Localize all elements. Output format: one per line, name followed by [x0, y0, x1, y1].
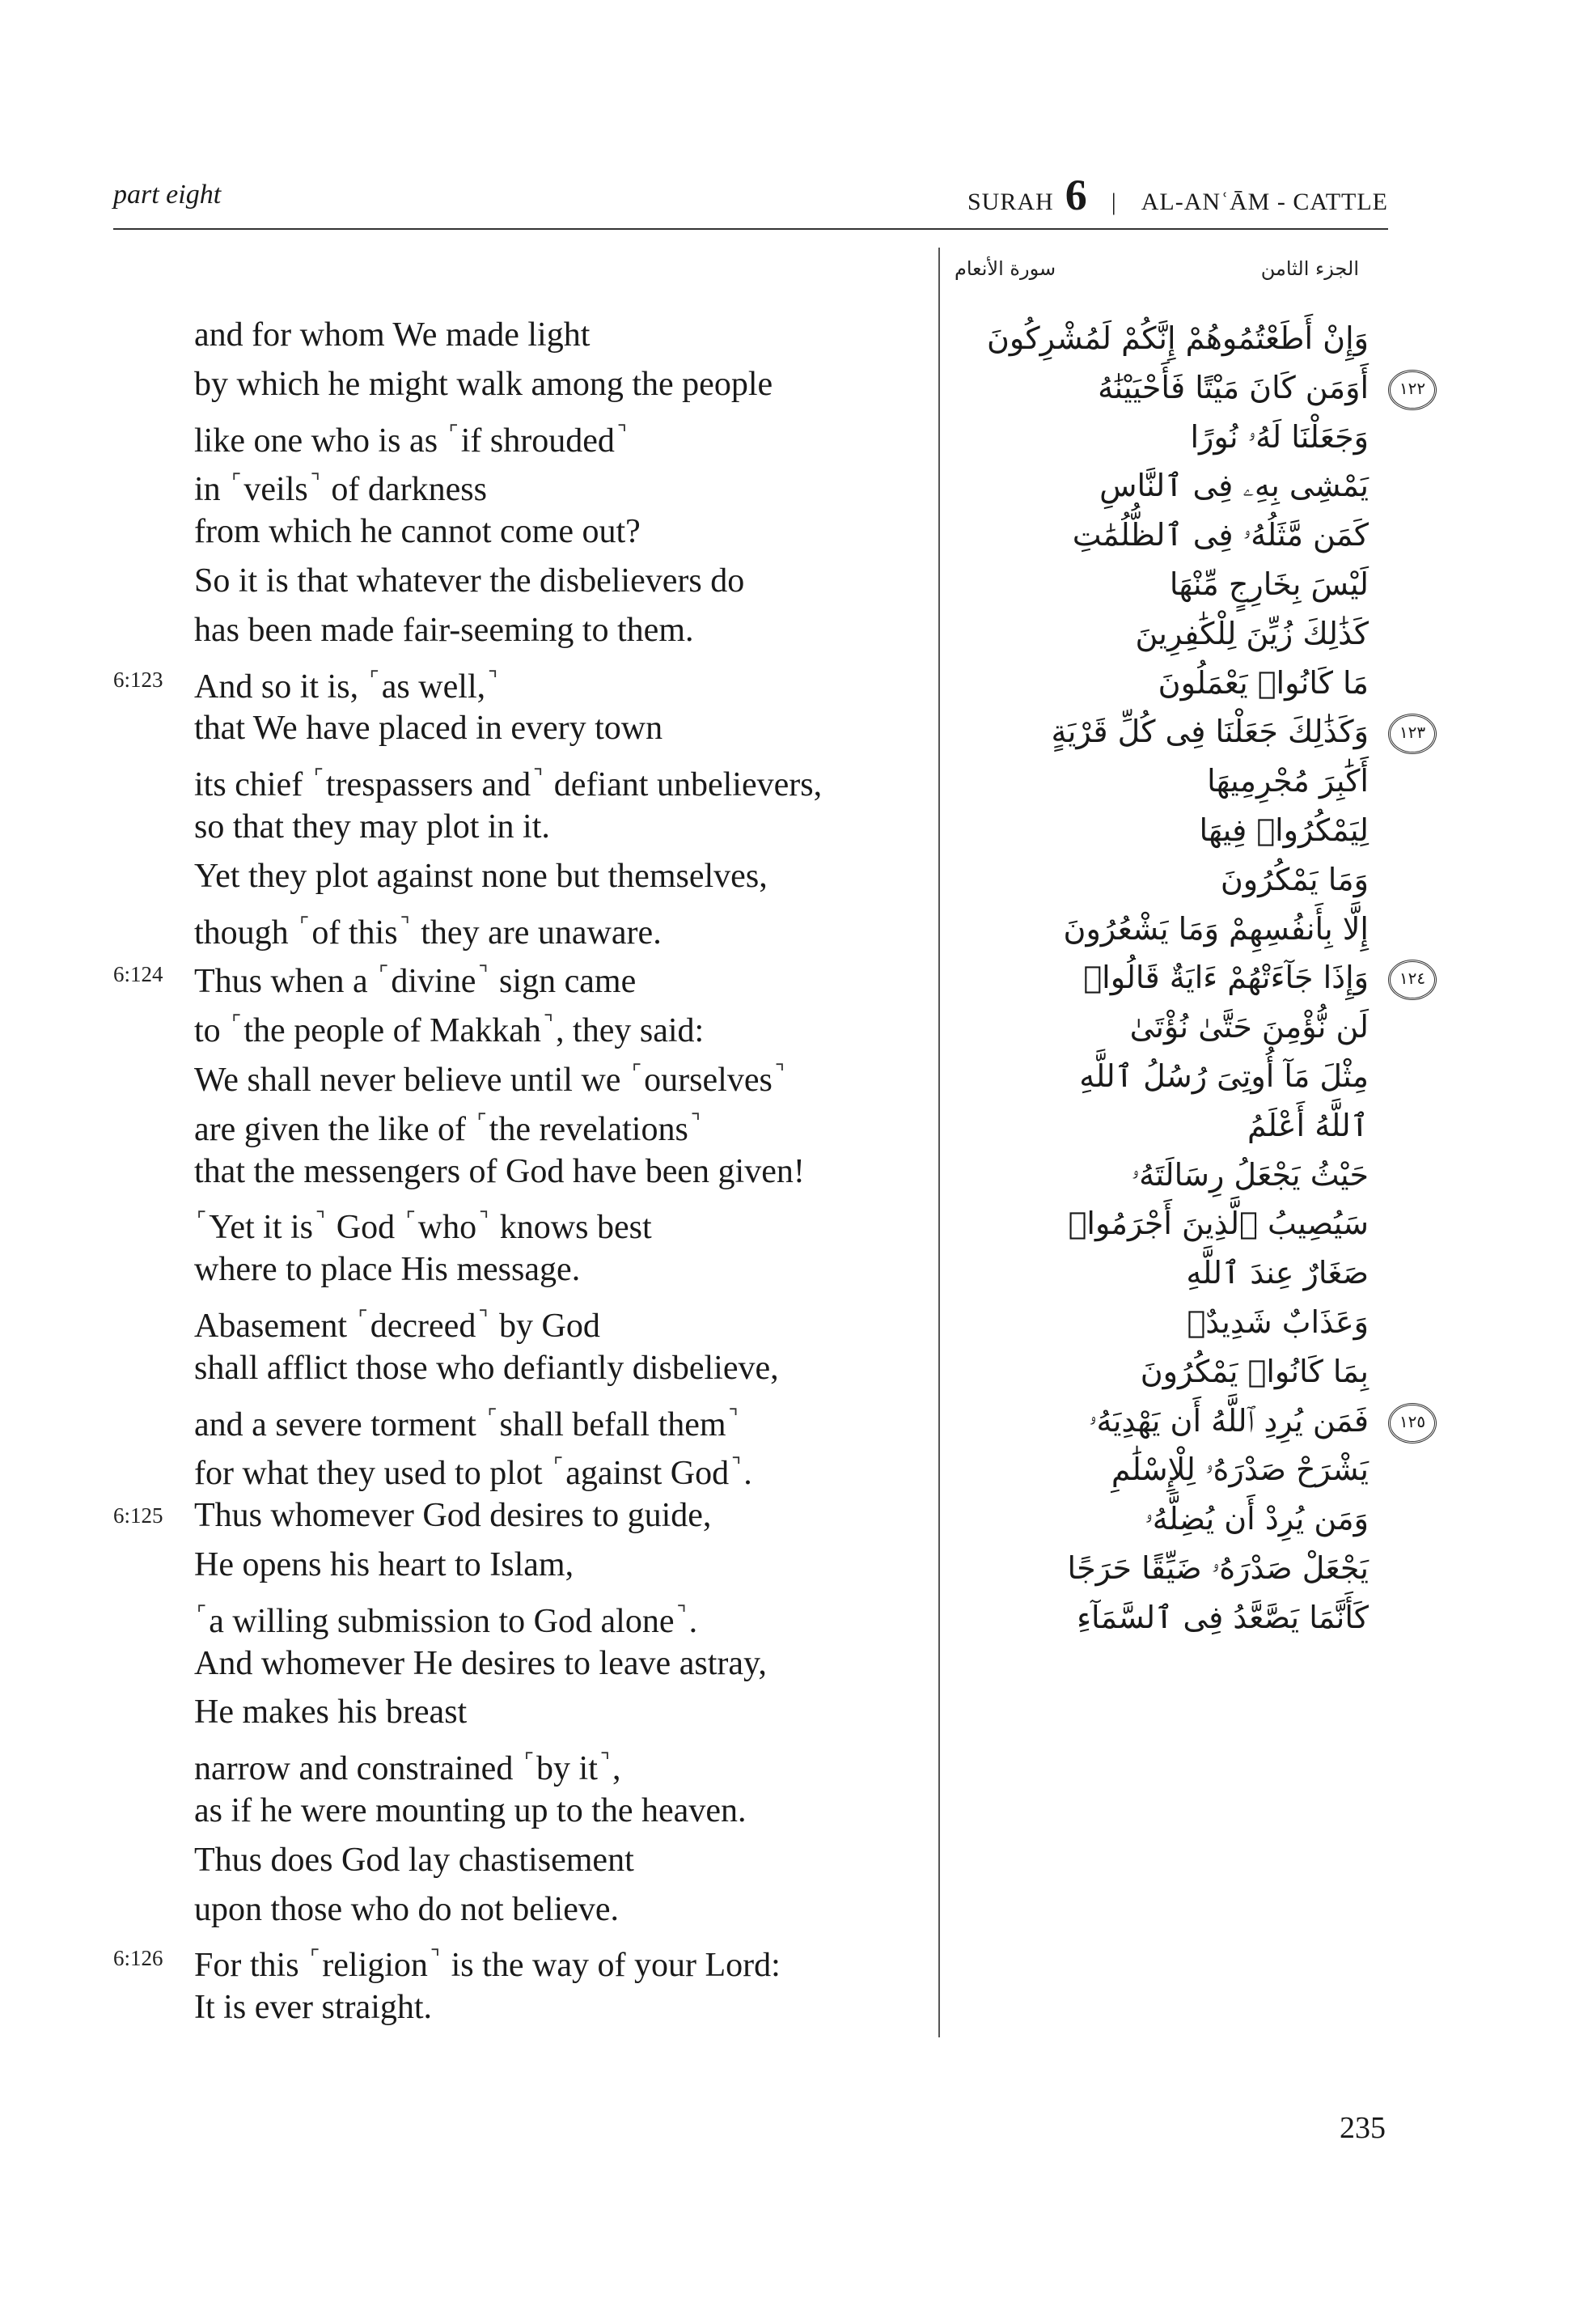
- arabic-line: [955, 905, 1440, 954]
- verse-text: Abasement ⌜decreed ⌝ by God: [194, 1306, 600, 1345]
- arabic-part-label: الجزء الثامن: [1260, 257, 1359, 280]
- verse-text: He makes his breast: [194, 1693, 468, 1732]
- verse-text: Thus whomever God desires to guide,: [194, 1497, 712, 1535]
- header-rule: [113, 228, 1388, 230]
- verse-text: its chief ⌜trespassers and ⌝ defiant unbelievers,: [194, 765, 823, 804]
- arabic-line: [955, 511, 1440, 560]
- verse-line: [0, 311, 914, 360]
- verse-line: [0, 360, 914, 409]
- arabic-text: أَوَمَن كَانَ مَيْتًا فَأَحْيَيْنَٰهُ: [1098, 369, 1369, 405]
- surah-name: AL-ANʿĀM - CATTLE: [1141, 189, 1388, 215]
- arabic-text: أَكَٰبِرَ مُجْرِمِيهَا: [1207, 763, 1369, 799]
- verse-reference: 6:123: [113, 667, 163, 692]
- verse-line: [0, 1049, 914, 1098]
- arabic-text: بِمَا كَانُوا۟ يَمْكُرُونَ: [1140, 1353, 1369, 1389]
- part-label: part eight: [113, 180, 222, 210]
- arabic-text: وَكَذَٰلِكَ جَعَلْنَا فِى كُلِّ قَرْيَةٍ: [1051, 714, 1369, 750]
- header-separator: |: [1111, 189, 1117, 215]
- ayah-number-marker: ١٢٤: [1388, 960, 1437, 1000]
- ayah-number-marker: ١٢٥: [1388, 1403, 1437, 1443]
- verse-line: [0, 458, 914, 507]
- ayah-number-marker: ١٢٣: [1388, 714, 1437, 754]
- verse-line: [0, 1885, 914, 1935]
- column-divider: [938, 248, 940, 2037]
- verse-text: though ⌜of this ⌝ they are unaware.: [194, 913, 662, 952]
- arabic-text: كَذَٰلِكَ زُيِّنَ لِلْكَٰفِرِينَ: [1135, 615, 1369, 651]
- arabic-surah-label: سورة الأنعام: [955, 257, 1056, 280]
- verse-text: narrow and constrained ⌜by it ⌝,: [194, 1749, 621, 1788]
- verse-reference: 6:125: [113, 1503, 163, 1528]
- verse-text: and for whom We made light: [194, 316, 591, 354]
- arabic-line: [955, 461, 1440, 511]
- arabic-text: إِلَّا بِأَنفُسِهِمْ وَمَا يَشْعُرُونَ: [1063, 910, 1369, 947]
- arabic-line: [955, 609, 1440, 659]
- verse-text: has been made fair-seeming to them.: [194, 611, 694, 649]
- arabic-line: [955, 757, 1440, 806]
- arabic-text: لَيْسَ بِخَارِجٍ مِّنْهَا: [1169, 566, 1369, 602]
- arabic-text: كَأَنَّمَا يَصَّعَّدُ فِى ٱلسَّمَآءِ: [1077, 1599, 1369, 1635]
- arabic-line: [955, 659, 1440, 708]
- verse-text: like one who is as ⌜if shrouded ⌝: [194, 421, 628, 460]
- verse-text: that the messengers of God have been given!: [194, 1152, 805, 1190]
- arabic-line: [955, 1397, 1440, 1446]
- arabic-line: [955, 314, 1440, 363]
- verse-line: [0, 655, 914, 705]
- verse-text: as if he were mounting up to the heaven.: [194, 1791, 747, 1829]
- arabic-line: [955, 413, 1440, 462]
- verse-text: where to place His message.: [194, 1251, 581, 1289]
- verse-line: [0, 507, 914, 557]
- verse-line: [0, 803, 914, 852]
- verse-text: ⌜Yet it is ⌝ God ⌜who ⌝ knows best: [197, 1208, 652, 1247]
- verse-line: [0, 1393, 914, 1443]
- verse-line: [0, 1688, 914, 1737]
- verse-line: [0, 1983, 914, 2033]
- verse-text: And whomever He desires to leave astray,: [194, 1644, 767, 1682]
- verse-text: Yet they plot against none but themselves,: [194, 857, 768, 895]
- verse-line: [0, 852, 914, 901]
- verse-line: [0, 950, 914, 999]
- arabic-line: [955, 1544, 1440, 1593]
- verse-text: by which he might walk among the people: [194, 365, 773, 403]
- arabic-text: لَن نُّؤْمِنَ حَتَّىٰ نُؤْتَىٰ: [1129, 1009, 1369, 1045]
- arabic-line: [955, 1101, 1440, 1151]
- verse-line: [0, 704, 914, 753]
- verse-text: are given the like of ⌜the revelations ⌝: [194, 1109, 701, 1148]
- arabic-line: [955, 1199, 1440, 1248]
- surah-number: 6: [1065, 171, 1087, 219]
- arabic-line: [955, 1298, 1440, 1347]
- verse-line: [0, 1098, 914, 1147]
- verse-line: [0, 409, 914, 459]
- verse-text: for what they used to plot ⌜against God ⌝.: [194, 1454, 752, 1493]
- verse-text: upon those who do not believe.: [194, 1890, 620, 1928]
- arabic-line: [955, 1151, 1440, 1200]
- arabic-text: وَمَن يُرِدْ أَن يُضِلَّهُۥ: [1145, 1501, 1369, 1537]
- arabic-line: [955, 855, 1440, 905]
- verse-text: so that they may plot in it.: [194, 808, 550, 846]
- verse-text: ⌜a willing submission to God alone ⌝.: [197, 1601, 698, 1640]
- verse-line: [0, 1787, 914, 1836]
- arabic-line: [955, 707, 1440, 757]
- arabic-text: يَجْعَلْ صَدْرَهُۥ ضَيِّقًا حَرَجًا: [1067, 1549, 1369, 1586]
- verse-line: [0, 753, 914, 803]
- arabic-line: [955, 1593, 1440, 1643]
- arabic-line: [955, 953, 1440, 1003]
- verse-line: [0, 1295, 914, 1344]
- verse-line: [0, 1934, 914, 1983]
- verse-text: that We have placed in every town: [194, 710, 663, 748]
- arabic-text: وَجَعَلْنَا لَهُۥ نُورًا: [1190, 418, 1369, 455]
- english-column: [0, 311, 914, 2033]
- verse-line: [0, 557, 914, 606]
- arabic-column: [955, 314, 1440, 1643]
- arabic-line: [955, 1248, 1440, 1298]
- arabic-text: كَمَن مَّثَلُهُۥ فِى ٱلظُّلُمَٰتِ: [1072, 517, 1369, 553]
- arabic-line: [955, 1494, 1440, 1544]
- verse-text: shall afflict those who defiantly disbelieve,: [194, 1349, 779, 1387]
- verse-line: [0, 1344, 914, 1393]
- verse-line: [0, 1836, 914, 1885]
- verse-text: from which he cannot come out?: [194, 513, 641, 551]
- arabic-text: وَإِنْ أَطَعْتُمُوهُمْ إِنَّكُمْ لَمُشْرِكُونَ: [986, 320, 1369, 356]
- arabic-text: لِيَمْكُرُوا۟ فِيهَا: [1199, 812, 1369, 848]
- arabic-text: وَعَذَابٌ شَدِيدٌۢ: [1187, 1303, 1369, 1340]
- verse-text: We shall never believe until we ⌜ourselves ⌝: [194, 1060, 785, 1099]
- arabic-text: سَيُصِيبُ ٱلَّذِينَ أَجْرَمُوا۟: [1068, 1206, 1369, 1242]
- verse-text: in ⌜veils ⌝ of darkness: [194, 470, 487, 509]
- verse-text: Thus does God lay chastisement: [194, 1841, 634, 1879]
- verse-text: to ⌜the people of Makkah ⌝, they said:: [194, 1011, 705, 1050]
- verse-text: So it is that whatever the disbelievers do: [194, 562, 745, 600]
- arabic-line: [955, 363, 1440, 413]
- verse-reference: 6:126: [113, 1946, 163, 1971]
- verse-text: Thus when a ⌜divine ⌝ sign came: [194, 962, 637, 1001]
- verse-text: and a severe torment ⌜shall befall them ⌝: [194, 1405, 739, 1443]
- arabic-text: يَشْرَحْ صَدْرَهُۥ لِلْإِسْلَٰمِ: [1111, 1452, 1369, 1488]
- verse-line: [0, 1491, 914, 1541]
- arabic-line: [955, 1052, 1440, 1101]
- arabic-text: حَيْثُ يَجْعَلُ رِسَالَتَهُۥ: [1131, 1156, 1369, 1193]
- arabic-text: مِثْلَ مَآ أُوتِىَ رُسُلُ ٱللَّهِ: [1079, 1058, 1369, 1094]
- verse-line: [0, 1196, 914, 1245]
- verse-line: [0, 999, 914, 1049]
- arabic-text: مَا كَانُوا۟ يَعْمَلُونَ: [1158, 664, 1369, 701]
- arabic-line: [955, 1445, 1440, 1494]
- arabic-line: [955, 1003, 1440, 1052]
- arabic-line: [955, 1347, 1440, 1397]
- arabic-text: فَمَن يُرِدِ ٱللَّهُ أَن يَهْدِيَهُۥ: [1088, 1402, 1369, 1439]
- verse-line: [0, 1442, 914, 1491]
- verse-line: [0, 1541, 914, 1590]
- arabic-text: وَمَا يَمْكُرُونَ: [1220, 861, 1369, 897]
- arabic-text: ٱللَّهُ أَعْلَمُ: [1247, 1107, 1369, 1143]
- arabic-line: [955, 560, 1440, 609]
- ayah-number-marker: ١٢٢: [1388, 370, 1437, 410]
- arabic-text: يَمْشِى بِهِۦ فِى ٱلنَّاسِ: [1099, 468, 1369, 504]
- verse-text: He opens his heart to Islam,: [194, 1545, 574, 1583]
- arabic-text: صَغَارٌ عِندَ ٱللَّهِ: [1186, 1255, 1369, 1291]
- verse-line: [0, 901, 914, 951]
- arabic-text: وَإِذَا جَآءَتْهُمْ ءَايَةٌ قَالُوا۟: [1083, 960, 1369, 996]
- verse-text: For this ⌜religion ⌝ is the way of your Lord:: [194, 1946, 781, 1985]
- verse-reference: 6:124: [113, 962, 163, 987]
- verse-text: And so it is, ⌜as well, ⌝: [194, 667, 498, 706]
- surah-header: [967, 170, 1388, 220]
- surah-label: SURAH: [967, 189, 1054, 215]
- verse-line: [0, 1639, 914, 1689]
- arabic-line: [955, 806, 1440, 855]
- verse-line: [0, 1737, 914, 1787]
- verse-line: [0, 606, 914, 655]
- arabic-header: [955, 257, 1359, 295]
- verse-line: [0, 1147, 914, 1197]
- verse-line: [0, 1590, 914, 1639]
- verse-text: It is ever straight.: [194, 1989, 433, 2027]
- verse-line: [0, 1245, 914, 1295]
- page-number: 235: [1340, 2111, 1386, 2145]
